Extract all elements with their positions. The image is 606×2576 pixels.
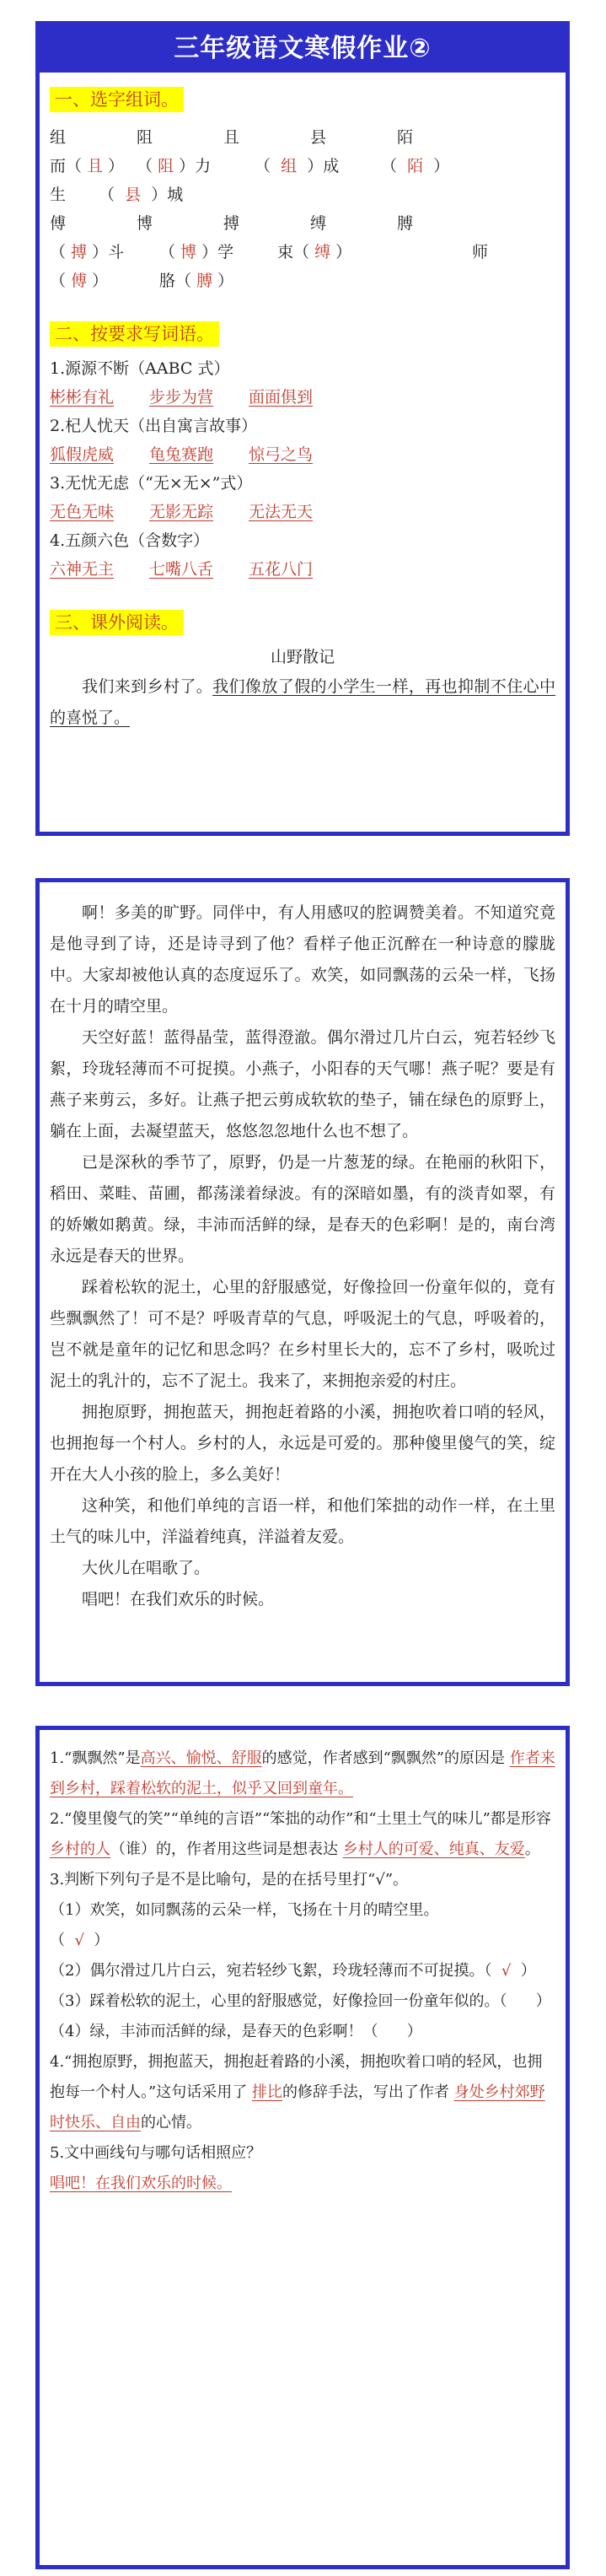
answer: 排比 (251, 2083, 282, 2101)
word-row-4: （ 傅 ） 胳（ 膊 ） (50, 272, 234, 290)
question-3-item: （3）踩着松软的泥土，心里的舒服感觉，好像捡回一份童年似的。（ ） (50, 1992, 551, 2010)
char: 组 (50, 128, 67, 147)
answer: 陌 (407, 157, 424, 175)
worksheet-panel-2 (35, 878, 570, 1686)
word-row-1: 而（ 且 ） （ 阻 ）力 （ 组 ）成 （ 陌 ） (50, 157, 450, 175)
question-1: 1.“飘飘然”是高兴、愉悦、舒服的感觉，作者感到“飘飘然”的原因是 作者来到乡村，踩着松软的泥土，似乎又回到童年。 (50, 1749, 555, 1797)
question-2: 2.“傻里傻气的笑”“单纯的言语”“笨拙的动作”和“土里土气的味儿”都是形容 乡村的人（谁）的，作者用这些词是想表达 乡村人的可爱、纯真、友爱。 (50, 1810, 551, 1858)
char: 搏 (223, 214, 240, 233)
answer: 身处乡村郊野时快乐、自由 (50, 2083, 545, 2131)
answer-row: 无色无味 无影无踪 无法无天 (50, 503, 314, 521)
answer: 阻 (158, 157, 174, 175)
char: 县 (310, 128, 327, 147)
answer: 高兴、愉悦、舒服 (140, 1749, 262, 1767)
answer: 作者来到乡村，踩着松软的泥土，似乎又回到童年。 (50, 1749, 555, 1797)
answer: 博 (180, 243, 197, 261)
answer-row: 六神无主 七嘴八舌 五花八门 (50, 560, 314, 579)
answer: 膊 (196, 272, 213, 290)
underlined-sentence: 我们像放了假的小学生一样，再也抑制不住心中的喜悦了。 (50, 677, 555, 727)
story-paragraph: 已是深秋的季节了，原野，仍是一片葱茏的绿。在艳丽的秋阳下，稻田、菜畦、苗圃，都荡漾着绿波。有的深暗如墨，有的淡青如翠，有的娇嫩如鹅黄。绿，丰沛而活鲜的绿，是春天的色彩啊！是的，南台湾永远是春天的世界。 (50, 1153, 555, 1265)
story-paragraph: 我们来到乡村了。我们像放了假的小学生一样，再也抑制不住心中的喜悦了。 (50, 677, 555, 727)
story-paragraph: 大伙儿在唱歌了。 (82, 1559, 211, 1577)
answer: 傅 (71, 272, 88, 290)
question-5-answer (50, 2169, 555, 2199)
char: 陌 (397, 128, 414, 147)
worksheet-panel-3 (35, 1726, 570, 2569)
char-row-1 (50, 123, 555, 152)
char: 博 (137, 214, 153, 233)
story-paragraph: 天空好蓝！蓝得晶莹，蓝得澄澈。偶尔滑过几片白云，宛若轻纱飞絮，玲珑轻薄而不可捉摸。小燕子，小阳春的天气哪！燕子呢？要是有燕子来剪云，多好。让燕子把云剪成软软的垫子，铺在绿色的原野上，躺在上面，去凝望蓝天，悠悠忽忽地什么也不想了。 (50, 1028, 555, 1140)
word-row-3: （ 搏 ）斗 （ 博 ）学 束（ 缚 ） 师 (50, 243, 488, 261)
story-paragraph: 啊！多美的旷野。同伴中，有人用感叹的腔调赞美着。不知道究竟是他寻到了诗，还是诗寻到了他？看样子他正沉醉在一种诗意的朦胧中。大家却被他认真的态度逗乐了。欢笑，如同飘荡的云朵一样，飞扬在十月的晴空里。 (50, 903, 555, 1016)
question-3-item: （4）绿，丰沛而活鲜的绿，是春天的色彩啊！（ ） (50, 2023, 422, 2040)
answer: 乡村人的可爱、纯真、友爱 (342, 1840, 525, 1858)
question-text: 3.无忧无虑（“无×无×”式） (50, 474, 253, 493)
question-text: 4.五颜六色（含数字） (50, 531, 210, 550)
answer: 乡村的人 (50, 1840, 110, 1858)
char: 且 (223, 128, 240, 147)
answer: 组 (281, 157, 298, 175)
section-1-heading: 一、选字组词。 (50, 87, 184, 112)
question-text: 2.杞人忧天（出自寓言故事） (50, 417, 258, 435)
story-paragraph: 拥抱原野，拥抱蓝天，拥抱赶着路的小溪，拥抱吹着口哨的轻风，也拥抱每一个村人。乡村的人，永远是可爱的。那种傻里傻气的笑，绽开在大人小孩的脸上，多么美好！ (50, 1403, 555, 1484)
question-4: 4.“拥抱原野，拥抱蓝天，拥抱赶着路的小溪，拥抱吹着口哨的轻风，也拥抱每一个村人。”这句话采用了 排比的修辞手法，写出了作者 身处乡村郊野时快乐、自由的心情。 (50, 2053, 545, 2131)
question-3-item: （ √ ） (50, 1932, 110, 1949)
check-mark: √ (501, 1962, 512, 1980)
answer-row: 彬彬有礼 步步为营 面面俱到 (50, 388, 314, 407)
story-title: 山野散记 (270, 648, 335, 666)
answer: 唱吧！在我们欢乐的时候。 (50, 2175, 232, 2192)
answer-row: 狐假虎威 龟兔赛跑 惊弓之鸟 (50, 445, 314, 464)
story-paragraph: 踩着松软的泥土，心里的舒服感觉，好像捡回一份童年似的，竟有些飘飘然了！可不是？呼吸青草的气息，呼吸泥土的气息，呼吸着的，岂不就是童年的记忆和思念吗？在乡村里长大的，忘不了乡村，吸吮过泥土的乳汁的，忘不了泥土。我来了，来拥抱亲爱的村庄。 (50, 1278, 555, 1390)
worksheet-panel-1 (35, 21, 570, 836)
char: 膊 (397, 214, 414, 233)
char: 傅 (50, 214, 67, 233)
question-3-item: （2）偶尔滑过几片白云，宛若轻纱飞絮，玲珑轻薄而不可捉摸。（ √ ） (50, 1962, 536, 1980)
question-text: 1.源源不断（AABC 式） (50, 359, 230, 378)
page-title: 三年级语文寒假作业② (40, 25, 566, 73)
check-mark: √ (74, 1932, 84, 1949)
story-paragraph: 唱吧！在我们欢乐的时候。 (82, 1590, 275, 1609)
answer: 且 (87, 157, 104, 175)
question-5: 5.文中画线句与哪句话相照应？ (50, 2144, 262, 2162)
char: 缚 (310, 214, 327, 233)
question-3-item: （1）欢笑，如同飘荡的云朵一样，飞扬在十月的晴空里。 (50, 1901, 439, 1919)
answer: 缚 (314, 243, 331, 261)
char: 阻 (137, 128, 153, 147)
answer: 搏 (71, 243, 88, 261)
char-row-2 (50, 209, 555, 238)
section-3-heading: 三、课外阅读。 (50, 610, 184, 635)
word-row-2: 生 （ 县 ）城 (50, 186, 184, 204)
answer: 县 (125, 186, 142, 204)
section-2-heading: 二、按要求写词语。 (50, 321, 219, 347)
question-3: 3.判断下列句子是不是比喻句，是的在括号里打“√”。 (50, 1871, 409, 1889)
story-paragraph: 这种笑，和他们单纯的言语一样，和他们笨拙的动作一样，在土里土气的味儿中，洋溢着纯真，洋溢着友爱。 (50, 1496, 555, 1546)
